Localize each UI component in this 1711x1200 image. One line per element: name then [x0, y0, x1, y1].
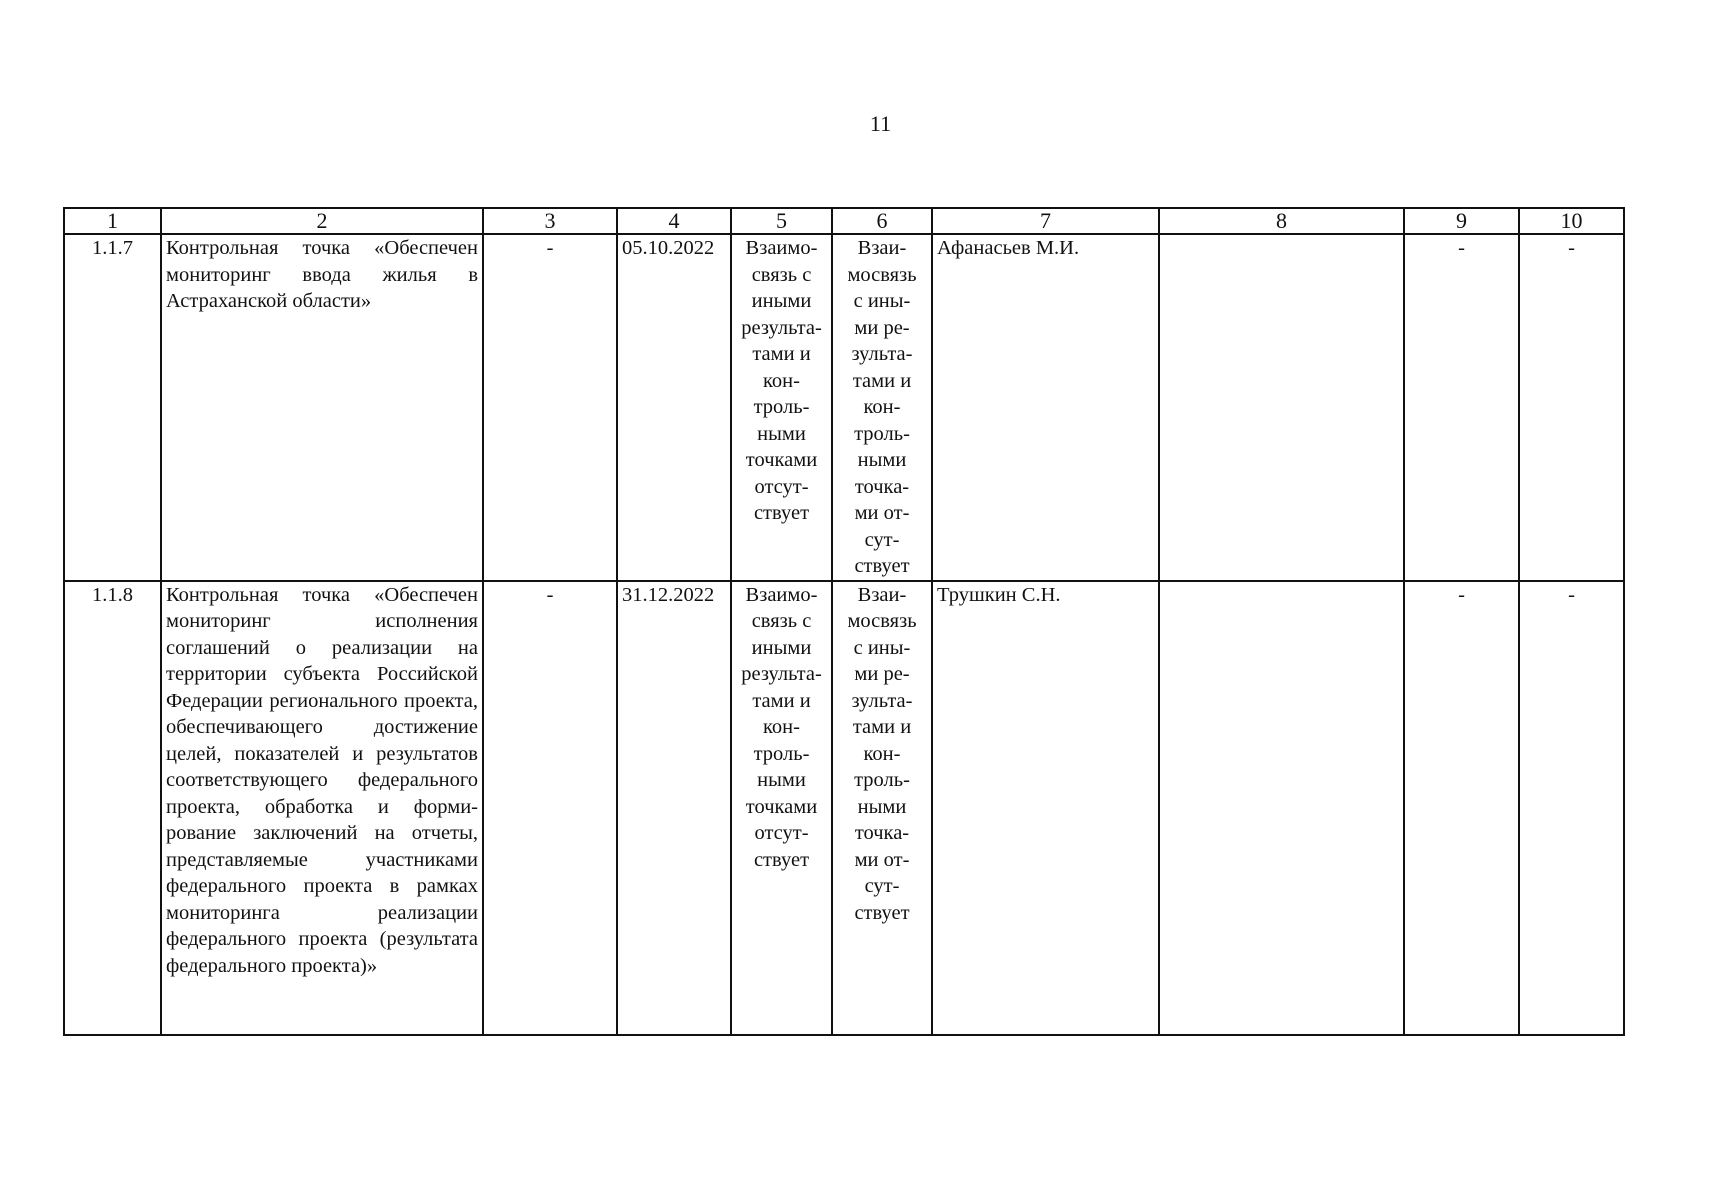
relation-line: точками	[745, 449, 818, 471]
relation-line: ствует	[854, 901, 910, 924]
relation-line: сут-	[864, 528, 900, 551]
relation-line: троль-	[854, 769, 910, 791]
page-number: 11	[869, 111, 892, 136]
relation-line: с ины-	[853, 290, 911, 312]
row-number: 1.1.8	[64, 581, 161, 1035]
relation-line: ными	[857, 449, 907, 471]
relation-line: зульта-	[851, 343, 913, 365]
row-number: 1.1.7	[64, 234, 161, 581]
relation-line: ствует	[854, 555, 910, 577]
relation-line: отсут-	[754, 475, 809, 498]
relation-line: кон-	[763, 716, 800, 738]
control-point-title: Контрольная точка «Обеспечен мониторинг ввода жилья в Астраханской области»	[161, 234, 483, 581]
relation-cell-col5	[731, 234, 832, 581]
relation-line: кон-	[863, 742, 901, 765]
column-header: 7	[932, 208, 1159, 234]
relation-line: мосвязь	[847, 263, 917, 286]
table-row	[64, 581, 1624, 1035]
column-header: 2	[161, 208, 483, 234]
table-row	[64, 234, 1624, 581]
relation-line: сут-	[864, 875, 900, 897]
responsible-person: Афанасьев М.И.	[932, 234, 1159, 581]
relation-line: ствует	[753, 502, 810, 524]
relation-line: Взаи-	[857, 237, 907, 259]
relation-line: иными	[751, 290, 812, 312]
column-8-value	[1159, 581, 1404, 1035]
relation-cell-col5	[731, 581, 832, 1035]
relation-line: троль-	[753, 396, 810, 418]
relation-line: точка-	[854, 475, 910, 498]
relation-line: ми от-	[854, 848, 910, 871]
relation-line: ными	[757, 422, 806, 445]
relation-line: результа-	[741, 663, 822, 685]
column-header: 1	[64, 208, 161, 234]
relation-line: Взаимо-	[745, 583, 818, 606]
relation-line: иными	[751, 636, 812, 659]
responsible-person: Трушкин С.Н.	[932, 581, 1159, 1035]
relation-line: мосвязь	[847, 610, 917, 632]
relation-line: тами и	[752, 343, 811, 365]
relation-line: точка-	[854, 822, 910, 844]
control-points-table	[63, 207, 1625, 1036]
relation-line: кон-	[863, 396, 901, 418]
relation-line: с ины-	[853, 636, 911, 659]
relation-line: связь с	[751, 610, 812, 632]
relation-line: ми от-	[854, 502, 910, 524]
relation-cell-col6	[832, 234, 932, 581]
deadline-date: 31.12.2022	[617, 581, 731, 1035]
relation-line: ными	[857, 795, 907, 818]
relation-line: троль-	[753, 742, 810, 765]
column-header: 9	[1404, 208, 1519, 234]
relation-line: тами и	[752, 689, 811, 712]
column-header: 4	[617, 208, 731, 234]
relation-line: отсут-	[754, 822, 809, 844]
relation-line: связь с	[751, 263, 812, 286]
column-3-value: -	[483, 581, 617, 1035]
relation-line: Взаи-	[857, 583, 907, 606]
column-header: 5	[731, 208, 832, 234]
relation-line: ствует	[753, 848, 810, 871]
relation-line: ми ре-	[854, 663, 910, 685]
column-header: 3	[483, 208, 617, 234]
relation-line: тами и	[852, 369, 912, 392]
relation-cell-col6	[832, 581, 932, 1035]
column-10-value: -	[1519, 234, 1624, 581]
column-9-value: -	[1404, 234, 1519, 581]
column-header: 8	[1159, 208, 1404, 234]
column-9-value: -	[1404, 581, 1519, 1035]
column-header: 10	[1519, 208, 1624, 234]
deadline-date: 05.10.2022	[617, 234, 731, 581]
relation-line: результа-	[741, 316, 822, 339]
column-header: 6	[832, 208, 932, 234]
relation-line: Взаимо-	[745, 237, 818, 259]
header-row	[64, 208, 1624, 234]
relation-line: ными	[757, 769, 806, 791]
control-point-title: Контрольная точка «Обеспечен мониторинг исполнения соглашений о реализации на территории субъекта Российской Федерации регионального проекта, обеспечивающего достижение целей, показателей и результатов соответствующего федерального проекта, обработка и формирование заключений на отчеты, представляемые участниками федерального проекта в рамках мониторинга реализации федерального проекта (результата федерального проекта)»	[161, 581, 483, 1035]
column-10-value: -	[1519, 581, 1624, 1035]
relation-line: кон-	[763, 369, 800, 392]
relation-line: зульта-	[851, 689, 913, 712]
column-8-value	[1159, 234, 1404, 581]
relation-line: точками	[745, 795, 818, 818]
relation-line: троль-	[854, 422, 910, 445]
column-3-value: -	[483, 234, 617, 581]
relation-line: тами и	[852, 716, 912, 738]
relation-line: ми ре-	[854, 316, 910, 339]
